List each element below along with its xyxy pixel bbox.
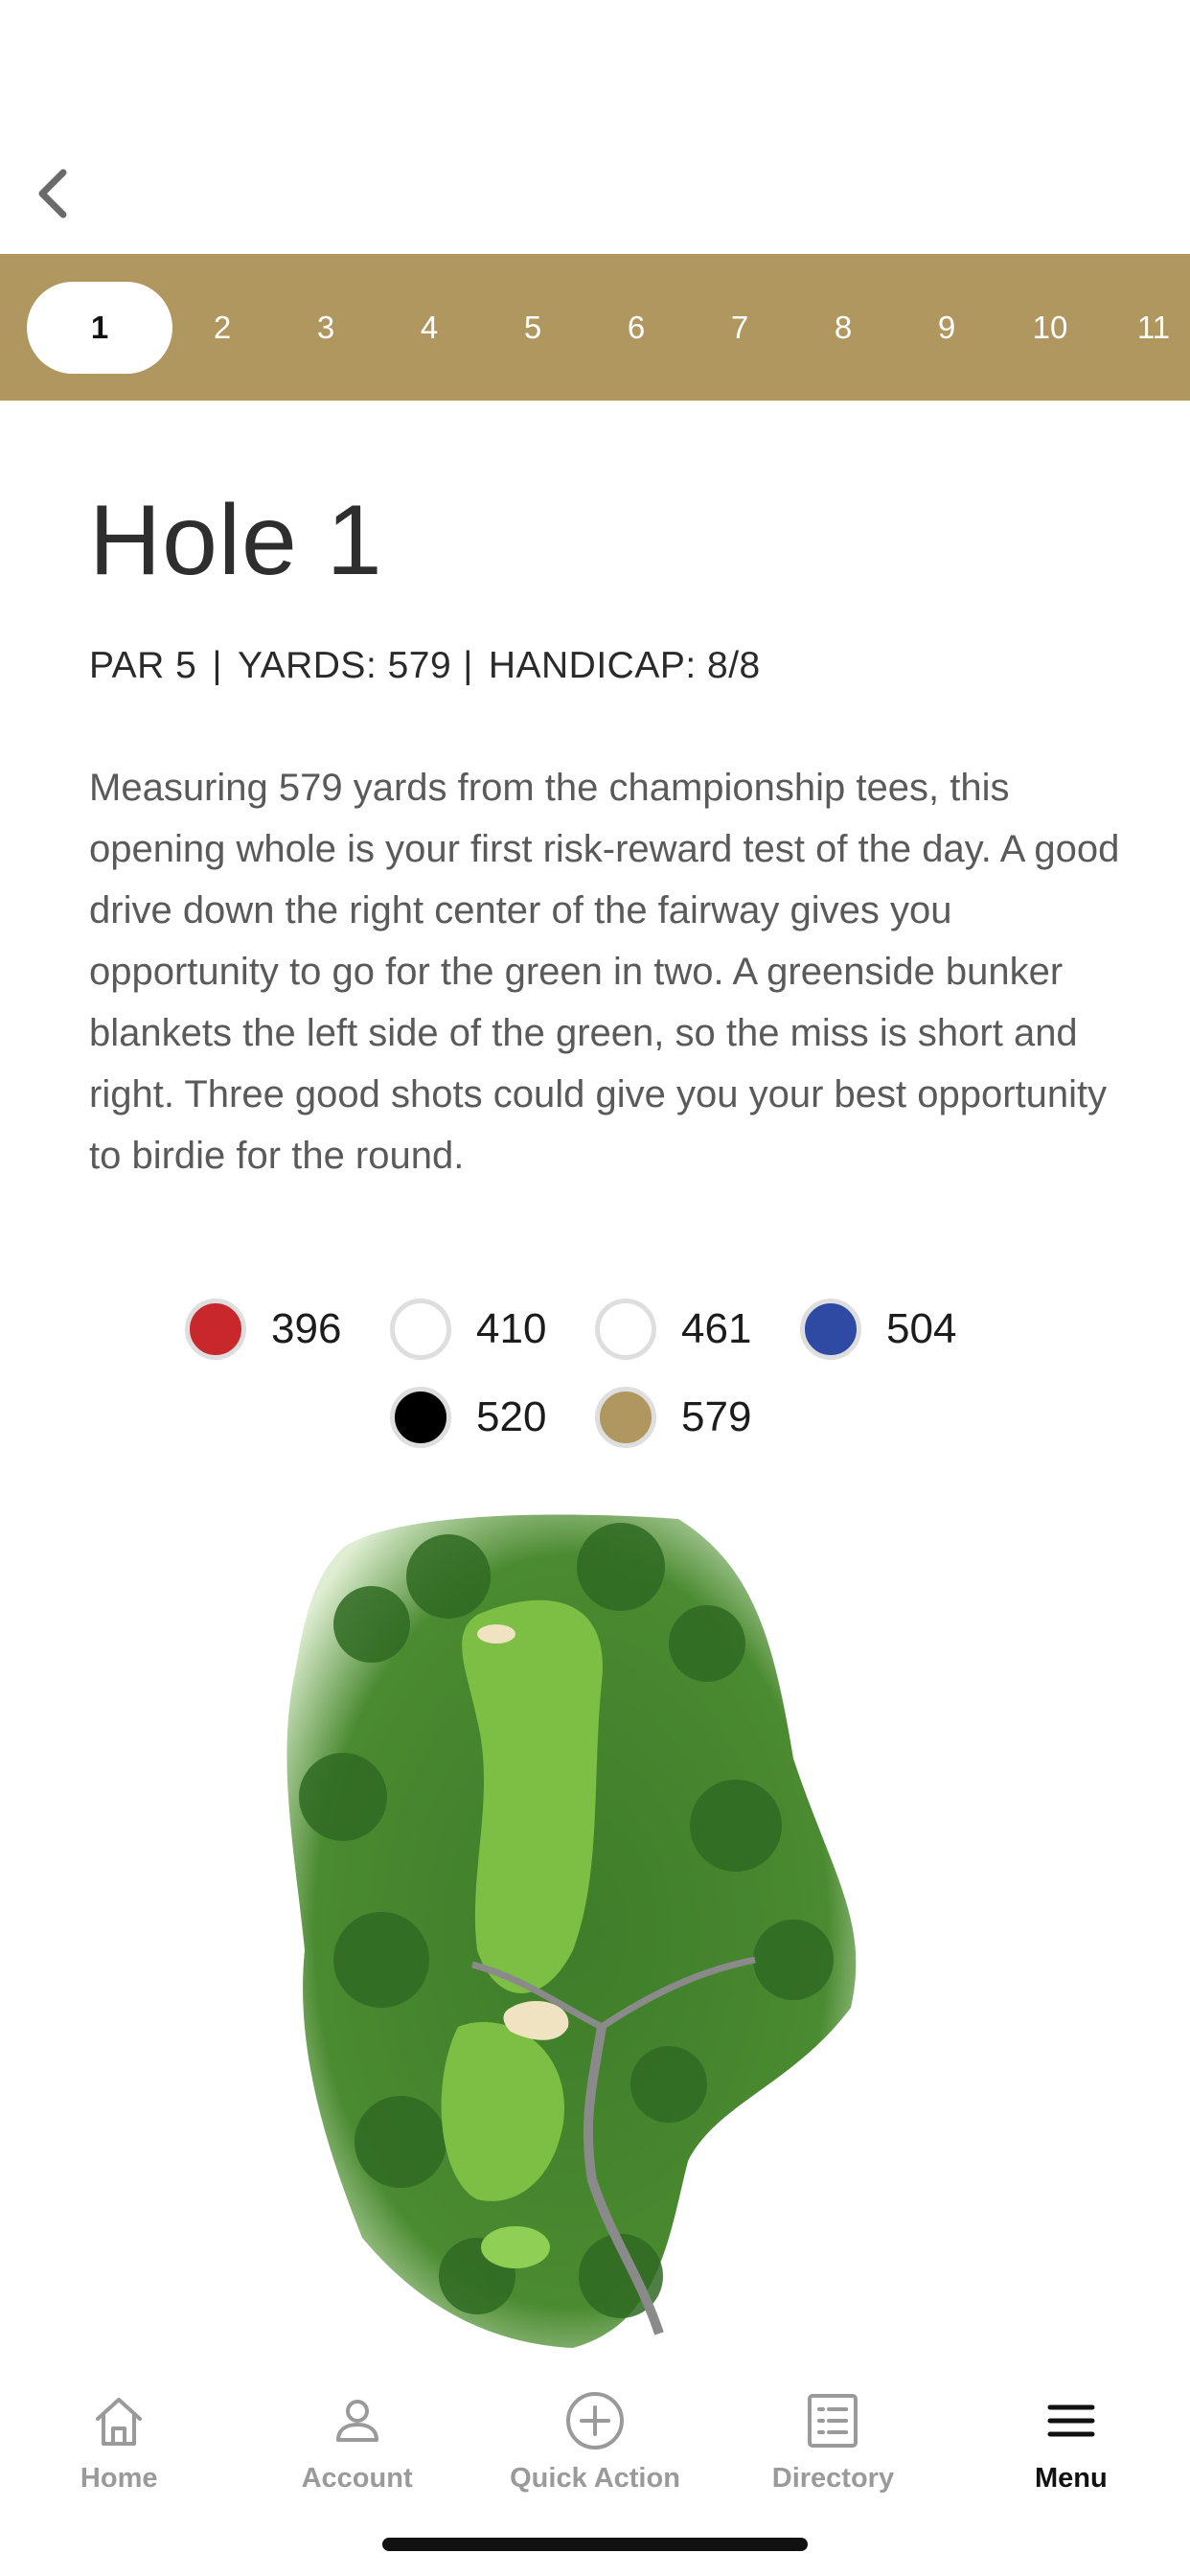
nav-label-directory: Directory	[771, 2463, 895, 2494]
nav-label-menu: Menu	[1034, 2463, 1108, 2494]
directory-icon	[802, 2390, 863, 2451]
hole-tab-2[interactable]: 2	[213, 309, 232, 345]
hole-tab-7[interactable]: 7	[730, 309, 749, 345]
chevron-left-icon	[33, 167, 71, 220]
tee-blue	[800, 1299, 1005, 1360]
nav-directory[interactable]	[714, 2367, 951, 2511]
bottom-nav	[0, 2367, 1190, 2511]
hole-description: Measuring 579 yards from the championship tees, this opening whole is your first risk-reward test of the day. A good drive down the right center of the fairway gives you opportunity to go for the green in two. A greenside bunker blankets the left side of the green, so the miss is short and right. Three good shots could give you your best opportunity to birdie for the round.	[89, 767, 1120, 1177]
hole-illustration	[257, 1509, 908, 2353]
tee-dot	[390, 1387, 451, 1448]
tee-row	[0, 1387, 1190, 1448]
menu-icon	[1041, 2390, 1102, 2451]
tee-white	[390, 1299, 595, 1360]
separator: |	[212, 645, 222, 686]
hole-tab-5[interactable]: 5	[523, 309, 542, 345]
nav-home[interactable]	[0, 2367, 238, 2511]
tee-yards: 520	[476, 1393, 547, 1440]
tee-yards: 410	[476, 1305, 547, 1352]
account-icon	[327, 2390, 388, 2451]
hole-tab-10[interactable]: 10	[1032, 309, 1068, 345]
hole-map-image	[257, 1509, 908, 2353]
nav-account[interactable]	[238, 2367, 475, 2511]
tee-white-2	[595, 1299, 800, 1360]
hole-tab-1[interactable]: 1	[27, 282, 172, 374]
tee-yards: 504	[886, 1305, 957, 1352]
hole-tab-9[interactable]: 9	[937, 309, 956, 345]
handicap-value: HANDICAP: 8/8	[488, 645, 761, 686]
tee-yards: 396	[271, 1305, 342, 1352]
hole-tab-4[interactable]: 4	[420, 309, 439, 345]
tee-dot	[595, 1387, 656, 1448]
hole-tab-11[interactable]: 11	[1136, 309, 1171, 345]
tee-legend	[0, 1299, 1190, 1475]
tee-dot	[390, 1299, 451, 1360]
nav-label-account: Account	[301, 2463, 413, 2494]
tee-gold	[595, 1387, 800, 1448]
tee-dot	[595, 1299, 656, 1360]
nav-quick-action[interactable]	[476, 2367, 714, 2511]
par-value: PAR 5	[89, 645, 197, 686]
nav-menu[interactable]	[952, 2367, 1190, 2511]
hole-tab-8[interactable]: 8	[834, 309, 853, 345]
page-title: Hole 1	[89, 485, 383, 596]
yards-value: YARDS: 579	[237, 645, 452, 686]
nav-label-quick-action: Quick Action	[510, 2463, 680, 2494]
back-button[interactable]	[25, 163, 79, 224]
tee-yards: 579	[681, 1393, 752, 1440]
hole-tab-6[interactable]: 6	[627, 309, 646, 345]
top-bar	[0, 0, 1190, 254]
tee-dot	[185, 1299, 246, 1360]
plus-circle-icon	[564, 2390, 626, 2451]
hole-stats	[89, 645, 761, 687]
home-indicator	[382, 2538, 808, 2551]
hole-tab-3[interactable]: 3	[316, 309, 335, 345]
separator: |	[463, 645, 473, 686]
tee-red	[185, 1299, 390, 1360]
tee-yards: 461	[681, 1305, 752, 1352]
nav-label-home: Home	[80, 2463, 158, 2494]
tee-row	[0, 1299, 1190, 1360]
tee-black	[390, 1387, 595, 1448]
hole-selector	[0, 254, 1190, 401]
tee-dot	[800, 1299, 861, 1360]
home-icon	[88, 2390, 149, 2451]
